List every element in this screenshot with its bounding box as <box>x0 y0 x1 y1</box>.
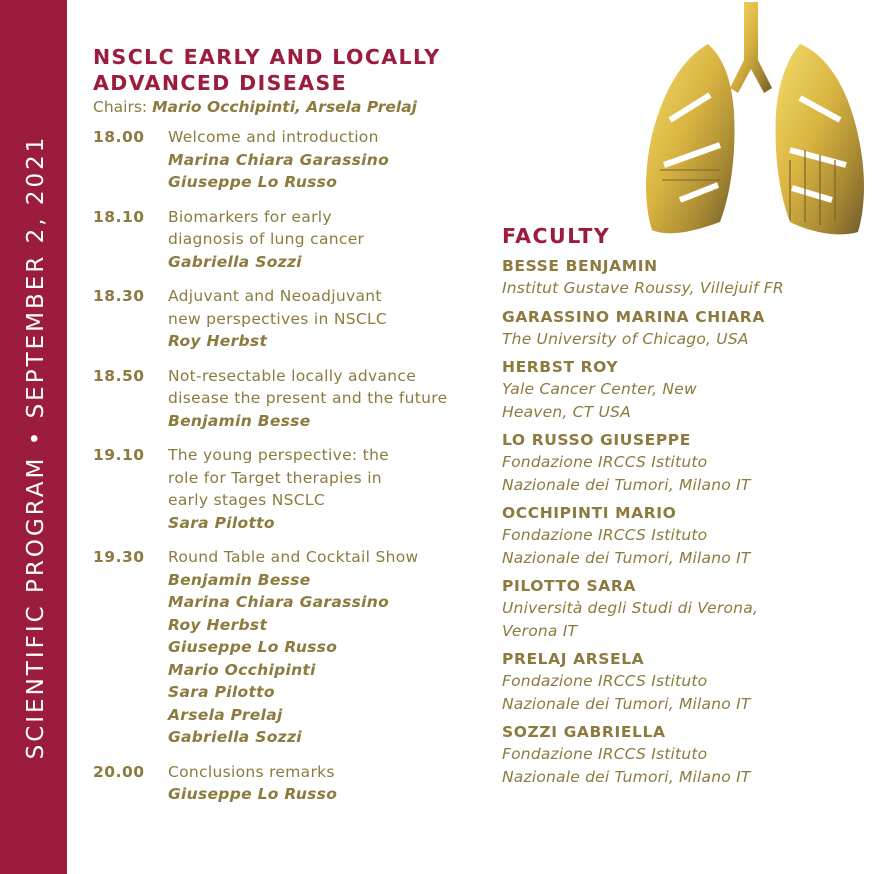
session-speaker: Mario Occhipinti <box>168 660 316 679</box>
session-time: 18.50 <box>93 366 145 385</box>
faculty-affiliation: Heaven, CT USA <box>502 402 631 421</box>
section-title <box>93 44 483 96</box>
section-title-line-1: NSCLC EARLY AND LOCALLY <box>93 45 441 69</box>
faculty-title: FACULTY <box>502 224 611 248</box>
session-title-line: Not-resectable locally advance <box>168 366 417 385</box>
section-title-line-2: ADVANCED DISEASE <box>93 71 348 95</box>
faculty-affiliation: Nazionale dei Tumori, Milano IT <box>502 767 751 786</box>
session-time: 20.00 <box>93 762 145 781</box>
trachea-shape <box>730 2 772 93</box>
session-row <box>93 761 483 806</box>
session-title-line: new perspectives in NSCLC <box>168 309 388 328</box>
session-content <box>168 761 483 806</box>
session-speaker: Arsela Prelaj <box>168 705 283 724</box>
session-speaker: Gabriella Sozzi <box>168 252 302 271</box>
program-column <box>93 44 483 806</box>
session-row <box>93 285 483 353</box>
lungs-illustration <box>640 0 870 240</box>
session-title-line: role for Target therapies in <box>168 468 382 487</box>
faculty-affiliation: Fondazione IRCCS Istituto <box>502 672 708 690</box>
session-time: 18.10 <box>93 207 145 226</box>
faculty-member <box>502 721 862 788</box>
session-row <box>93 546 483 749</box>
faculty-name: GARASSINO MARINA CHIARA <box>502 307 765 326</box>
session-row <box>93 206 483 274</box>
session-title-line: The young perspective: the <box>168 446 390 464</box>
session-content <box>168 365 483 433</box>
faculty-name: SOZZI GABRIELLA <box>502 723 666 741</box>
faculty-affiliation: Nazionale dei Tumori, Milano IT <box>502 548 751 567</box>
session-speaker: Gabriella Sozzi <box>168 728 302 746</box>
session-title-line: Welcome and introduction <box>168 128 379 146</box>
faculty-member <box>502 306 862 351</box>
session-title-line: Biomarkers for early <box>168 207 332 226</box>
faculty-list <box>502 255 862 788</box>
session-title-line: diagnosis of lung cancer <box>168 230 365 248</box>
faculty-member <box>502 575 862 642</box>
session-speaker: Benjamin Besse <box>168 570 311 589</box>
session-speaker: Benjamin Besse <box>168 411 311 430</box>
session-title-line: Adjuvant and Neoadjuvant <box>168 287 382 305</box>
faculty-affiliation: The University of Chicago, USA <box>502 329 749 348</box>
session-speaker: Sara Pilotto <box>168 513 275 532</box>
session-list <box>93 126 483 806</box>
chairs <box>93 97 483 117</box>
session-speaker: Giuseppe Lo Russo <box>168 638 338 656</box>
session-content <box>168 126 483 194</box>
faculty-affiliation: Nazionale dei Tumori, Milano IT <box>502 475 751 494</box>
session-time: 18.30 <box>93 287 145 305</box>
session-time: 19.10 <box>93 446 145 464</box>
session-row <box>93 126 483 194</box>
faculty-name: LO RUSSO GIUSEPPE <box>502 431 691 449</box>
session-title-line: Round Table and Cocktail Show <box>168 548 419 566</box>
faculty-affiliation: Institut Gustave Roussy, Villejuif FR <box>502 279 784 297</box>
chairs-label: Chairs: <box>93 98 148 116</box>
faculty-affiliation: Verona IT <box>502 621 578 640</box>
faculty-member <box>502 356 862 423</box>
faculty-affiliation: Fondazione IRCCS Istituto <box>502 526 708 544</box>
faculty-affiliation: Fondazione IRCCS Istituto <box>502 745 708 763</box>
faculty-member <box>502 255 862 300</box>
session-speaker: Giuseppe Lo Russo <box>168 785 338 803</box>
session-title-line: Conclusions remarks <box>168 762 335 781</box>
faculty-affiliation: Nazionale dei Tumori, Milano IT <box>502 694 751 713</box>
faculty-name: BESSE BENJAMIN <box>502 257 658 275</box>
faculty-affiliation: Fondazione IRCCS Istituto <box>502 453 708 471</box>
session-title-line: early stages NSCLC <box>168 491 325 509</box>
session-row <box>93 444 483 534</box>
chairs-names: Mario Occhipinti, Arsela Prelaj <box>152 98 417 116</box>
faculty-name: OCCHIPINTI MARIO <box>502 504 677 522</box>
session-content <box>168 444 483 534</box>
left-lung-shape <box>646 44 734 233</box>
faculty-affiliation: Università degli Studi di Verona, <box>502 599 759 617</box>
faculty-name: PILOTTO SARA <box>502 577 636 595</box>
session-time: 18.00 <box>93 128 145 146</box>
session-speaker: Marina Chiara Garassino <box>168 150 390 169</box>
faculty-section <box>502 223 862 794</box>
sidebar-title: SCIENTIFIC PROGRAM • SEPTEMBER 2, 2021 <box>23 134 49 760</box>
session-content <box>168 546 483 749</box>
session-speaker: Roy Herbst <box>168 615 268 634</box>
session-time: 19.30 <box>93 548 145 566</box>
faculty-member <box>502 502 862 569</box>
session-content <box>168 285 483 353</box>
session-row <box>93 365 483 433</box>
faculty-member <box>502 429 862 496</box>
faculty-name: HERBST ROY <box>502 358 619 376</box>
faculty-member <box>502 648 862 715</box>
session-speaker: Marina Chiara Garassino <box>168 593 390 611</box>
sidebar <box>0 0 67 874</box>
faculty-name: PRELAJ ARSELA <box>502 650 645 668</box>
session-speaker: Giuseppe Lo Russo <box>168 173 338 191</box>
session-speaker: Sara Pilotto <box>168 683 275 701</box>
session-title-line: disease the present and the future <box>168 389 448 407</box>
session-content <box>168 206 483 274</box>
session-speaker: Roy Herbst <box>168 332 268 350</box>
faculty-affiliation: Yale Cancer Center, New <box>502 380 697 398</box>
